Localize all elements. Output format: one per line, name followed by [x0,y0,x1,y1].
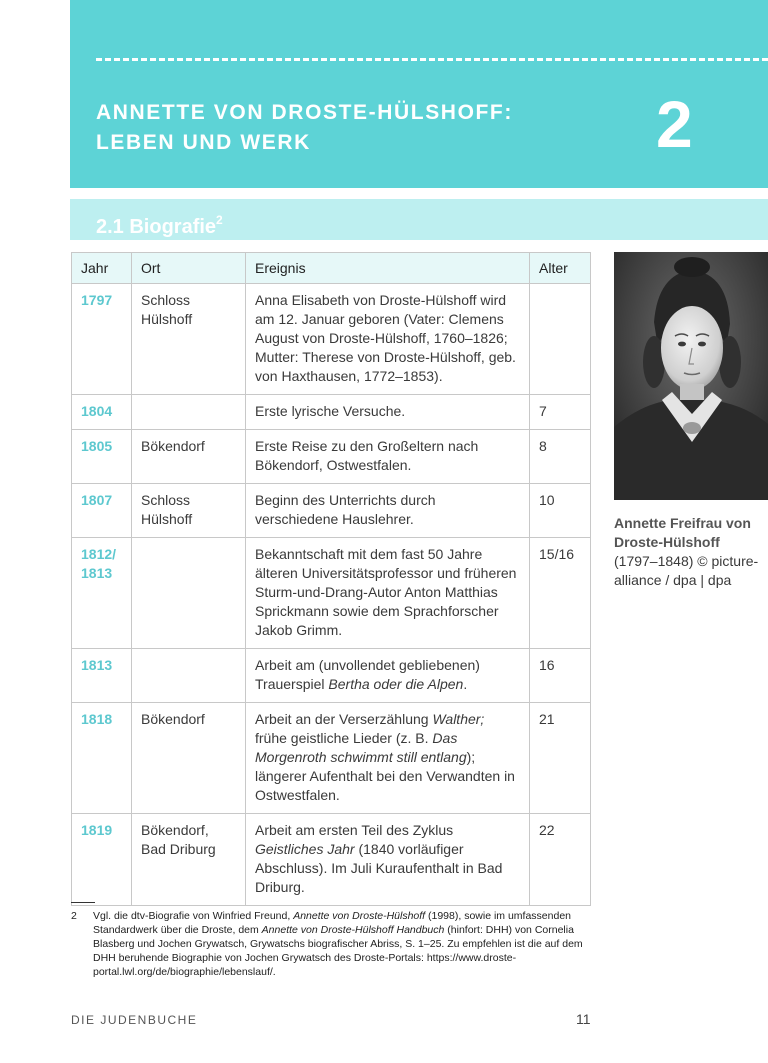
cell-age: 22 [530,814,591,906]
cell-year: 1812/ 1813 [72,538,132,649]
column-header-age: Alter [530,253,591,284]
cell-year: 1819 [72,814,132,906]
cell-age: 8 [530,430,591,484]
cell-year: 1813 [72,649,132,703]
cell-age: 7 [530,395,591,430]
cell-age [530,284,591,395]
text-run: . [463,676,468,692]
italic-title: Walther; [432,711,485,727]
text-run: (1840 vorläufiger Abschluss). Im Juli Kuraufenthalt in Bad Driburg. [255,841,503,895]
cell-event [246,484,530,538]
cell-place: Schloss Hülshoff [132,484,246,538]
cell-year: 1805 [72,430,132,484]
cell-event [246,649,530,703]
text-run: Erste Reise zu den Großeltern nach Bökendorf, Ostwestfalen. [255,438,479,473]
text-run: ); längerer Aufenthalt bei den Verwandten in Ostwestfalen. [255,749,515,803]
cell-place: Bökendorf, Bad Driburg [132,814,246,906]
column-header-place: Ort [132,253,246,284]
chapter-title-line-1: ANNETTE VON DROSTE-HÜLSHOFF: [96,101,513,124]
section-heading-text: 2.1 Biografie [96,216,217,238]
cell-event [246,395,530,430]
footnote-rule [71,902,95,903]
portrait-caption-credit: (1797–1848) © picture-alliance / dpa | dpa [614,553,759,588]
table-header-row [72,253,591,284]
cell-year: 1807 [72,484,132,538]
italic-title: Annette von Droste-Hülshoff Handbuch [261,924,445,936]
italic-title: Geistliches Jahr [255,841,355,857]
cell-place [132,395,246,430]
cell-age: 10 [530,484,591,538]
cell-place: Bökendorf [132,703,246,814]
cell-event [246,814,530,906]
column-header-year: Jahr [72,253,132,284]
cell-age: 15/16 [530,538,591,649]
text-run: (hinfort: DHH) von Cornelia Blasberg und Jochen Grywatsch, Grywatschs biografischer Abriss, S. 1–25. Zu empfehlen ist die auf dem DHH beruhende Biographie von Jochen Grywatsch des Droste-Portals: https://www.droste-portal.lwl.org/de/biographie/lebenslauf/. [93,924,583,978]
cell-place: Bökendorf [132,430,246,484]
text-run: Bekanntschaft mit dem fast 50 Jahre älteren Universitätsprofessor und früheren Sturm-und-Drang-Autor Anton Matthias Sprickmann sowie dem Sprachforscher Jakob Grimm. [255,546,517,638]
portrait-image [614,252,768,500]
cell-age: 21 [530,703,591,814]
footnote-number: 2 [71,910,77,922]
column-header-event: Ereignis [246,253,530,284]
biography-table [71,252,591,906]
table-row [72,395,591,430]
cell-event [246,703,530,814]
table-body [72,284,591,906]
cell-place: Schloss Hülshoff [132,284,246,395]
text-run: Arbeit am ersten Teil des Zyklus [255,822,454,838]
text-run: Erste lyrische Versuche. [255,403,406,419]
cell-event [246,284,530,395]
section-heading [96,206,223,241]
table-row [72,538,591,649]
cell-event [246,430,530,484]
cell-year: 1818 [72,703,132,814]
table-row [72,484,591,538]
text-run: Arbeit am (unvollendet gebliebenen) Trauerspiel [255,657,480,692]
portrait-caption [614,514,764,590]
text-run: frühe geistliche Lieder (z. B. [255,730,433,746]
table-row [72,703,591,814]
running-footer-title: DIE JUDENBUCHE [71,1013,198,1027]
text-run: (1998), sowie im umfassenden Standardwerk über die Droste, dem [93,910,571,936]
text-run: Beginn des Unterrichts durch verschiedene Hauslehrer. [255,492,436,527]
cell-event [246,538,530,649]
header-dashed-rule [96,58,768,61]
text-run: Anna Elisabeth von Droste-Hülshoff wird am 12. Januar geboren (Vater: Clemens August von Droste-Hülshoff, 1760–1826; Mutter: Therese von Droste-Hülshoff, geb. von Haxthausen, 1772–1853). [255,292,516,384]
chapter-number: 2 [656,87,693,161]
cell-year: 1804 [72,395,132,430]
chapter-title [96,98,513,158]
text-run: Arbeit an der Verserzählung [255,711,433,727]
cell-age: 16 [530,649,591,703]
footnote-reference[interactable]: 2 [216,213,223,227]
italic-title: Bertha oder die Alpen [328,676,464,692]
cell-year: 1797 [72,284,132,395]
italic-title: Das Morgenroth schwimmt still entlang [255,730,467,765]
text-run: Vgl. die dtv-Biografie von Winfried Freund, [93,910,294,922]
portrait-illustration [614,252,768,500]
table-row [72,814,591,906]
page-number: 11 [576,1011,591,1027]
table-row [72,430,591,484]
table-row [72,649,591,703]
table-row [72,284,591,395]
portrait-caption-name: Annette Freifrau von Droste-Hülshoff [614,515,751,550]
cell-place [132,538,246,649]
italic-title: Annette von Droste-Hülshoff [293,910,426,922]
chapter-title-line-2: LEBEN UND WERK [96,131,311,154]
cell-place [132,649,246,703]
footnote-text [93,909,593,979]
